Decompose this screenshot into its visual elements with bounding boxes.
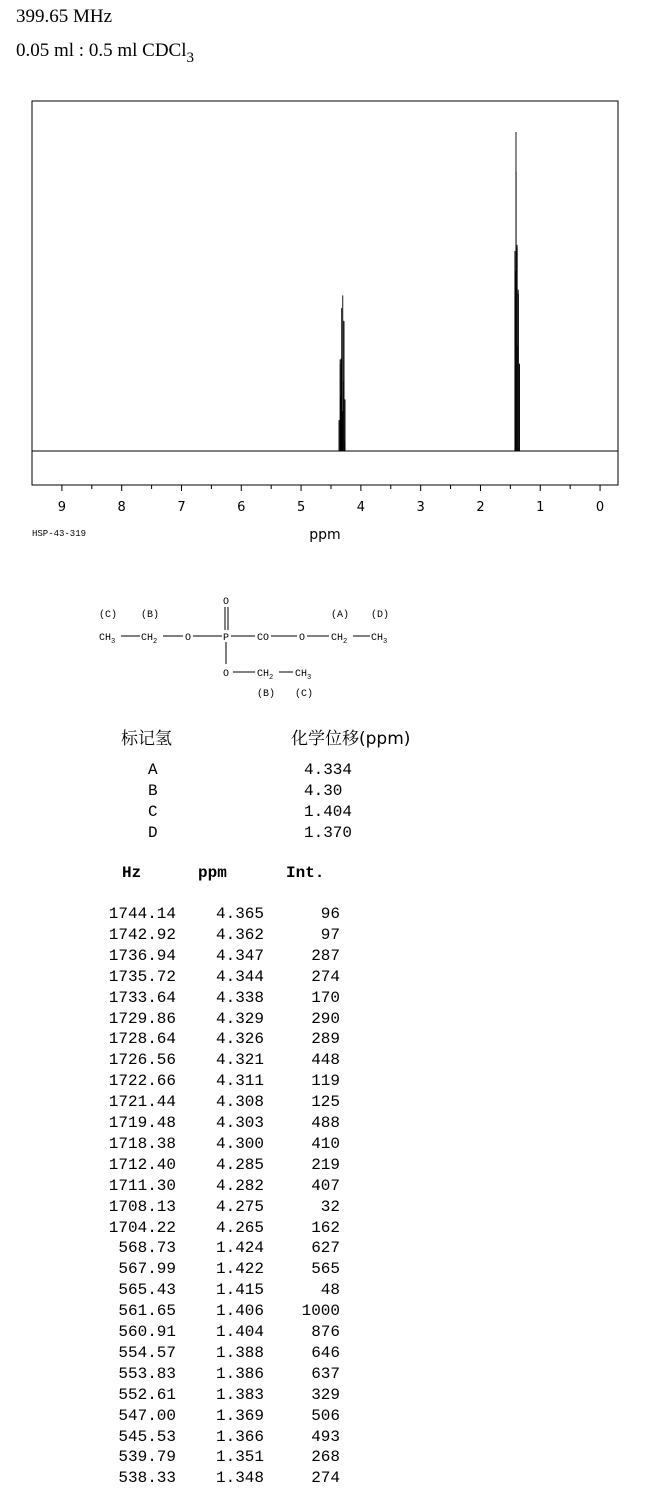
peak-int: 493 (311, 1427, 340, 1446)
peak-hz: 1728.64 (108, 1030, 176, 1049)
peak-hz: 547.00 (118, 1406, 176, 1425)
peak-ppm: 4.303 (215, 1114, 264, 1132)
peak-int: 637 (311, 1364, 340, 1383)
peak-hz: 1744.14 (108, 905, 176, 923)
x-tick-label: 4 (356, 500, 366, 515)
right-oxygen: O (299, 633, 306, 644)
peak-ppm: 1.406 (215, 1302, 264, 1321)
peak-ppm: 4.265 (215, 1218, 264, 1237)
peak-hz: 561.65 (118, 1302, 176, 1321)
peak-int: 410 (311, 1134, 340, 1153)
peak-ppm: 1.348 (215, 1469, 264, 1488)
left-ch3: $CH_3$ (99, 633, 116, 646)
peak-ppm: 4.326 (215, 1030, 264, 1049)
assignment-label: B (148, 782, 158, 800)
bottom-ch3: $CH_3$ (295, 669, 312, 682)
peak-int: 32 (320, 1197, 340, 1216)
peak-hz: 565.43 (118, 1281, 176, 1300)
spectrum-peaks (339, 132, 519, 451)
x-tick-label: 5 (296, 500, 306, 515)
peak-int: 289 (311, 1030, 340, 1049)
peak-hz: 554.57 (118, 1343, 176, 1362)
label-b-bottom: (B) (257, 689, 276, 700)
peak-int: 170 (311, 988, 340, 1007)
x-tick-label: 2 (476, 500, 485, 515)
peak-hz: 1711.30 (108, 1176, 176, 1195)
assignment-header-label: 标记氢 (121, 729, 172, 749)
peak-hz: 567.99 (118, 1260, 176, 1279)
peak-int: 506 (311, 1406, 340, 1425)
assignment-shift: 1.404 (304, 803, 353, 821)
peak-ppm: 4.362 (215, 925, 264, 944)
header-ppm: ppm (198, 864, 227, 882)
header-hz: Hz (122, 864, 142, 882)
bottom-oxygen: O (223, 669, 230, 680)
x-tick-label: 9 (57, 500, 67, 515)
peak-ppm: 1.422 (215, 1260, 264, 1279)
peak-ppm: 4.321 (215, 1051, 264, 1070)
peak-hz: 1736.94 (108, 946, 176, 965)
peak-hz: 1726.56 (108, 1051, 176, 1070)
peak-ppm: 4.338 (215, 988, 264, 1007)
peak-ppm: 4.347 (215, 946, 264, 965)
peak-hz: 1722.66 (108, 1072, 176, 1091)
peak-ppm: 1.424 (215, 1239, 264, 1258)
peak-int: 219 (311, 1155, 340, 1174)
x-tick-label: 1 (536, 500, 545, 515)
left-oxygen: O (185, 633, 192, 644)
sample-code: HSP-43-319 (32, 529, 87, 539)
peak-hz: 1719.48 (108, 1114, 176, 1132)
label-d-top: (D) (371, 610, 390, 621)
x-tick-label: 0 (595, 500, 605, 515)
peak-hz: 1733.64 (108, 988, 176, 1007)
peak-hz: 538.33 (118, 1469, 176, 1488)
peak-int: 488 (311, 1114, 340, 1132)
peak-hz: 1721.44 (108, 1093, 176, 1112)
peak-int: 448 (311, 1051, 340, 1070)
peak-int: 48 (320, 1281, 340, 1300)
x-axis-label: ppm (309, 527, 341, 543)
peak-int: 876 (311, 1323, 340, 1341)
peak-hz: 1712.40 (108, 1155, 176, 1174)
peak-ppm: 4.311 (215, 1072, 264, 1091)
label-a-top: (A) (331, 610, 350, 621)
x-tick-label: 6 (237, 500, 246, 515)
peak-hz: 545.53 (118, 1427, 176, 1446)
peak-hz: 1704.22 (108, 1218, 176, 1237)
phosphorus: P (223, 633, 230, 644)
peak-hz: 1735.72 (108, 967, 176, 986)
x-axis-tick-labels (58, 500, 604, 515)
label-c-top: (C) (99, 610, 118, 621)
peak-int: 646 (311, 1343, 340, 1362)
peak-int: 274 (311, 967, 340, 986)
header-int: Int. (286, 864, 325, 882)
peak-ppm: 4.282 (215, 1176, 264, 1195)
peak-int: 125 (311, 1093, 340, 1112)
spectrometer-frequency: 399.65 MHz (16, 6, 113, 27)
x-axis-ticks (62, 485, 600, 491)
assignment-shift: 4.30 (304, 782, 343, 800)
peak-ppm: 1.383 (215, 1385, 264, 1404)
plot-frame (32, 101, 618, 485)
assignment-label: C (148, 803, 158, 821)
peak-ppm: 1.351 (215, 1448, 264, 1467)
label-b-top: (B) (141, 610, 160, 621)
label-c-bottom: (C) (295, 689, 314, 700)
peak-ppm: 4.365 (215, 905, 264, 923)
peak-ppm: 4.344 (215, 967, 264, 986)
peak-ppm: 4.329 (215, 1009, 264, 1028)
peak-ppm: 4.308 (215, 1093, 264, 1112)
chemical-structure (95, 592, 415, 702)
peak-ppm: 1.386 (215, 1364, 264, 1383)
peak-hz: 553.83 (118, 1364, 176, 1383)
peak-hz: 539.79 (118, 1448, 176, 1467)
assignment-label: D (148, 824, 158, 842)
right-ch3: $CH_3$ (371, 633, 388, 646)
peak-int: 268 (311, 1448, 340, 1467)
solvent-subscript: 3 (186, 50, 194, 66)
x-tick-label: 3 (416, 500, 425, 515)
peak-hz: 560.91 (118, 1323, 176, 1341)
peak-hz: 568.73 (118, 1239, 176, 1258)
peak-hz: 1718.38 (108, 1134, 176, 1153)
peak-ppm: 1.415 (215, 1281, 264, 1300)
peak-int: 1000 (301, 1302, 340, 1321)
peak-hz: 1729.86 (108, 1009, 176, 1028)
x-tick-label: 7 (177, 500, 186, 515)
peak-int: 274 (311, 1469, 340, 1488)
right-ch2: $CH_2$ (331, 633, 348, 646)
assignment-shift: 4.334 (304, 761, 353, 779)
peak-ppm: 1.369 (215, 1406, 264, 1425)
peak-ppm: 1.366 (215, 1427, 264, 1446)
left-ch2: $CH_2$ (141, 633, 158, 646)
peak-int: 565 (311, 1260, 340, 1279)
assignment-label: A (148, 761, 158, 779)
peak-int: 97 (320, 925, 340, 944)
peak-int: 290 (311, 1009, 340, 1028)
peak-ppm: 4.275 (215, 1197, 264, 1216)
peak-hz: 1708.13 (108, 1197, 176, 1216)
peak-int: 407 (311, 1176, 340, 1195)
peak-ppm: 1.388 (215, 1343, 264, 1362)
peak-int: 162 (311, 1218, 340, 1237)
nmr-spectrum-chart (0, 0, 652, 560)
peak-ppm: 4.300 (215, 1134, 264, 1153)
assignment-shift: 1.370 (304, 824, 353, 842)
carbonyl-oxygen: O (223, 597, 230, 608)
carbonyl-co: CO (257, 633, 270, 644)
peak-int: 287 (311, 946, 340, 965)
peak-hz: 1742.92 (108, 925, 176, 944)
peak-hz: 552.61 (118, 1385, 176, 1404)
peak-int: 96 (320, 905, 340, 923)
peak-int: 627 (311, 1239, 340, 1258)
peak-int: 119 (311, 1072, 340, 1091)
peak-int: 329 (311, 1385, 340, 1404)
bottom-ch2: $CH_2$ (257, 669, 274, 682)
peak-ppm: 4.285 (215, 1155, 264, 1174)
x-tick-label: 8 (117, 500, 126, 515)
assignment-header-shift: 化学位移(ppm) (291, 729, 411, 749)
solvent-text: 0.05 ml : 0.5 ml CDCl (16, 40, 187, 61)
peak-ppm: 1.404 (215, 1323, 264, 1341)
